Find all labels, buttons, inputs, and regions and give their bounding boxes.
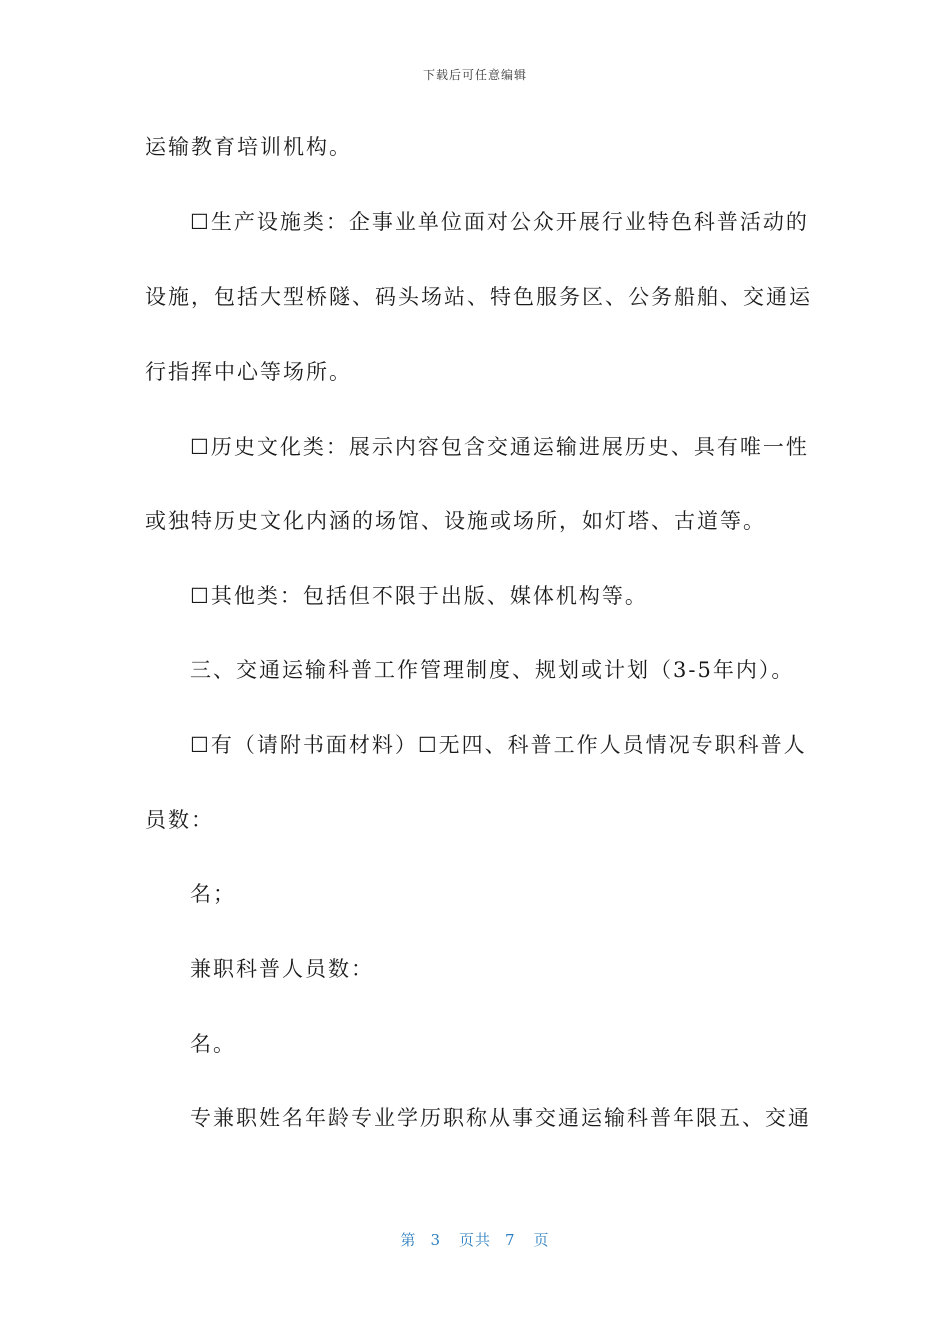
text-line: ☐历史文化类：展示内容包含交通运输进展历史、具有唯一性: [190, 435, 809, 459]
page-current: 3: [430, 1231, 441, 1249]
page-total: 7: [505, 1231, 516, 1249]
text-line: ☐其他类：包括但不限于出版、媒体机构等。: [190, 584, 648, 608]
text-line: 员数：: [145, 808, 214, 832]
text-line: ☐生产设施类：企事业单位面对公众开展行业特色科普活动的: [190, 210, 809, 234]
text-line: 行指挥中心等场所。: [145, 360, 352, 384]
text-line: 设施，包括大型桥隧、码头场站、特色服务区、公务船舶、交通运: [145, 285, 812, 309]
page-suffix: 页: [533, 1231, 550, 1249]
text-line: 运输教育培训机构。: [145, 135, 352, 159]
text-line: 三、交通运输科普工作管理制度、规划或计划（3-5年内）。: [190, 658, 795, 682]
text-line: 名；: [190, 882, 236, 906]
text-line: 兼职科普人员数：: [190, 957, 374, 981]
text-line: ☐有（请附书面材料）☐无四、科普工作人员情况专职科普人: [190, 733, 807, 757]
text-line: 或独特历史文化内涵的场馆、设施或场所，如灯塔、古道等。: [145, 509, 766, 533]
text-line: 专兼职姓名年龄专业学历职称从事交通运输科普年限五、交通: [190, 1106, 811, 1130]
text-line: 名。: [190, 1032, 236, 1056]
page-middle: 页共: [458, 1231, 491, 1249]
page-prefix: 第: [400, 1231, 417, 1249]
page-header: 下载后可任意编辑: [422, 68, 527, 82]
page-footer: [0, 1229, 950, 1250]
